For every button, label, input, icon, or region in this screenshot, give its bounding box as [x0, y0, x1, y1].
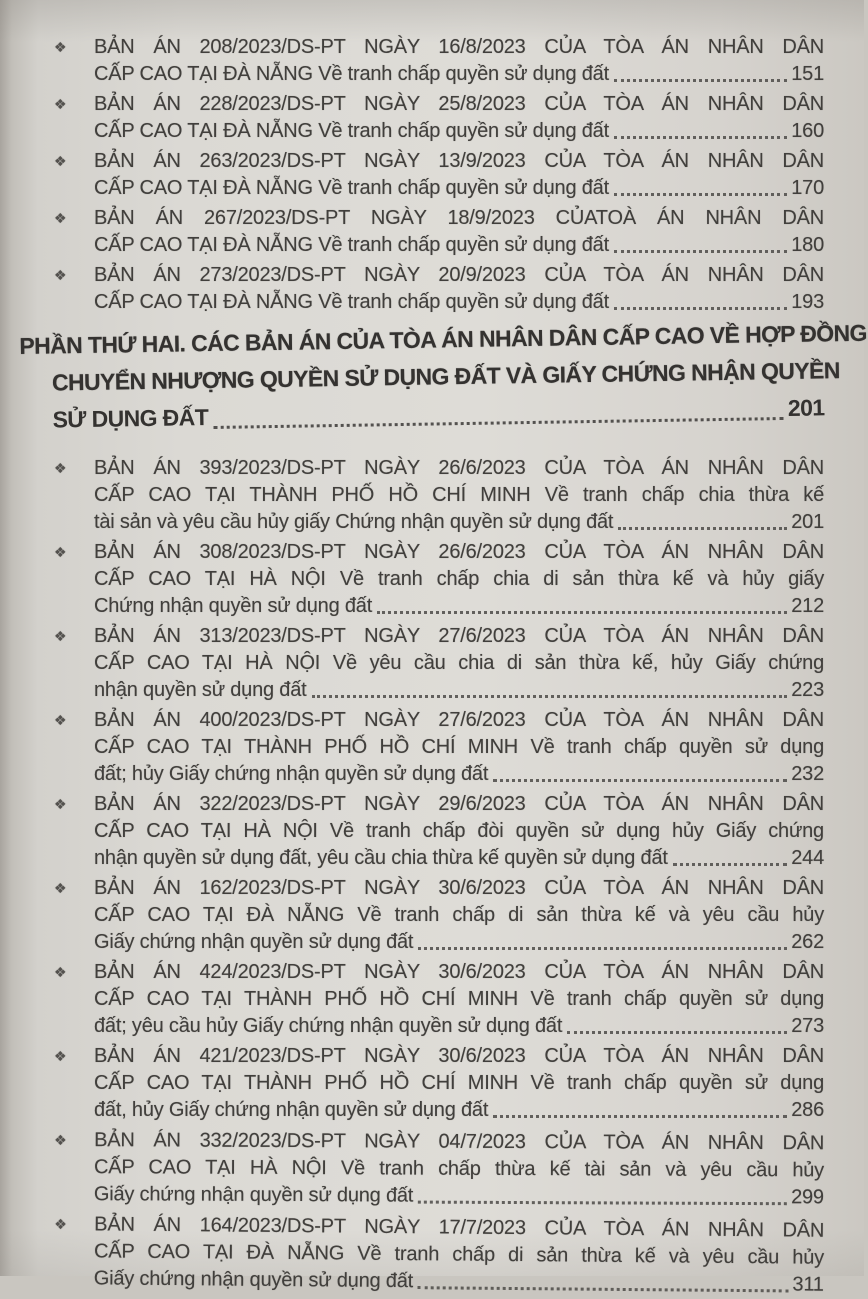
- diamond-bullet-icon: ❖: [54, 880, 67, 896]
- entry-last-line: [94, 761, 824, 788]
- toc-entry: [54, 791, 824, 872]
- entry-line: CẤP CAO TẠI ĐÀ NẴNG Về tranh chấp quyền sử dụng đất: [94, 291, 609, 313]
- entry-line: CẤP CAO TẠI THÀNH PHỐ HỒ CHÍ MINH Về tranh chấp chia thừa kế: [94, 484, 824, 506]
- entry-line: BẢN ÁN 322/2023/DS-PT NGÀY 29/6/2023 CỦA TÒA ÁN NHÂN DÂN: [94, 793, 824, 815]
- dot-leader: [614, 136, 787, 139]
- toc-entry: [54, 91, 824, 145]
- entry-line: BẢN ÁN 424/2023/DS-PT NGÀY 30/6/2023 CỦA TÒA ÁN NHÂN DÂN: [94, 961, 824, 983]
- heading-line: PHẦN THỨ HAI. CÁC BẢN ÁN CỦA TÒA ÁN NHÂN DÂN CẤP CAO VỀ HỢP ĐỒNG: [19, 319, 868, 360]
- entry-line: BẢN ÁN 308/2023/DS-PT NGÀY 26/6/2023 CỦA TÒA ÁN NHÂN DÂN: [94, 541, 824, 563]
- entry-line: BẢN ÁN 273/2023/DS-PT NGÀY 20/9/2023 CỦA TÒA ÁN NHÂN DÂN: [94, 264, 824, 286]
- entry-line: BẢN ÁN 164/2023/DS-PT NGÀY 17/7/2023 CỦA TÒA ÁN NHÂN DÂN: [94, 1213, 825, 1242]
- entry-line: Chứng nhận quyền sử dụng đất: [94, 595, 373, 617]
- entry-line: BẢN ÁN 208/2023/DS-PT NGÀY 16/8/2023 CỦA TÒA ÁN NHÂN DÂN: [94, 36, 824, 58]
- dot-leader: [567, 1031, 787, 1034]
- page-number: 193: [791, 291, 824, 313]
- toc-entry: [54, 1211, 825, 1299]
- diamond-bullet-icon: ❖: [54, 544, 67, 560]
- entry-line: BẢN ÁN 332/2023/DS-PT NGÀY 04/7/2023 CỦA TÒA ÁN NHÂN DÂN: [94, 1129, 825, 1155]
- toc-entry: [54, 539, 824, 620]
- toc-entry: [54, 959, 824, 1040]
- entry-line: CẤP CAO TẠI HÀ NỘI Về tranh chấp đòi quyền sử dụng hủy Giấy chứng: [94, 820, 824, 842]
- entry-line: Giấy chứng nhận quyền sử dụng đất: [94, 931, 414, 953]
- entry-line: nhận quyền sử dụng đất: [94, 679, 307, 701]
- dot-leader: [418, 1286, 788, 1292]
- page-number: 160: [791, 120, 824, 142]
- entry-line: Giấy chứng nhận quyền sử dụng đất: [93, 1183, 414, 1207]
- entry-line: CẤP CAO TẠI ĐÀ NẴNG Về tranh chấp di sản thừa kế và yêu cầu hủy: [93, 1240, 825, 1269]
- entry-last-line: [94, 593, 824, 620]
- entry-line: CẤP CAO TẠI HÀ NỘI Về tranh chấp chia di sản thừa kế và hủy giấy: [94, 568, 824, 590]
- dot-leader: [618, 527, 787, 530]
- toc-entry: [54, 148, 824, 202]
- entry-line: CẤP CAO TẠI ĐÀ NẴNG Về tranh chấp quyền sử dụng đất: [94, 177, 609, 199]
- entry-line: CẤP CAO TẠI ĐÀ NẴNG Về tranh chấp quyền sử dụng đất: [94, 63, 609, 85]
- entry-line: CẤP CAO TẠI HÀ NỘI Về tranh chấp thừa kế tài sản và yêu cầu hủy: [93, 1156, 825, 1182]
- diamond-bullet-icon: ❖: [54, 39, 67, 55]
- entry-line: đất, hủy Giấy chứng nhận quyền sử dụng đất: [94, 1099, 489, 1121]
- entry-line: CẤP CAO TẠI ĐÀ NẴNG Về tranh chấp quyền sử dụng đất: [94, 120, 609, 142]
- page-number: 273: [791, 1015, 824, 1037]
- page-number: 286: [791, 1099, 824, 1121]
- entry-line: CẤP CAO TẠI HÀ NỘI Về yêu cầu chia di sản thừa kế, hủy Giấy chứng: [94, 652, 824, 674]
- page-number: 170: [791, 177, 824, 199]
- entry-last-line: [94, 61, 824, 88]
- page-number: 180: [791, 234, 824, 256]
- dot-leader: [673, 863, 787, 866]
- toc-entry: [54, 623, 824, 704]
- diamond-bullet-icon: ❖: [54, 460, 67, 476]
- entry-line: tài sản và yêu cầu hủy giấy Chứng nhận quyền sử dụng đất: [94, 511, 614, 533]
- toc-entry: [54, 205, 824, 259]
- entry-line: CẤP CAO TẠI ĐÀ NẴNG Về tranh chấp di sản thừa kế và yêu cầu hủy: [94, 904, 824, 926]
- diamond-bullet-icon: ❖: [54, 1048, 67, 1064]
- page-number: 201: [791, 511, 824, 533]
- entry-line: đất; hủy Giấy chứng nhận quyền sử dụng đất: [94, 763, 489, 785]
- diamond-bullet-icon: ❖: [54, 1132, 67, 1149]
- entry-last-line: [94, 1013, 824, 1040]
- page-number: 311: [792, 1273, 824, 1296]
- heading-line: SỬ DỤNG ĐẤT: [52, 404, 209, 433]
- entry-last-line: [94, 1181, 824, 1211]
- page-number: 232: [791, 763, 824, 785]
- page-number: 212: [791, 595, 824, 617]
- toc-entry: [54, 707, 824, 788]
- toc-entry: [54, 1127, 824, 1211]
- dot-leader: [614, 193, 787, 196]
- toc-entry: [54, 262, 824, 316]
- dot-leader: [614, 307, 787, 310]
- diamond-bullet-icon: ❖: [54, 796, 67, 812]
- toc-entry: [54, 34, 824, 88]
- entry-last-line: [94, 929, 824, 956]
- diamond-bullet-icon: ❖: [54, 267, 67, 283]
- diamond-bullet-icon: ❖: [54, 1216, 67, 1233]
- diamond-bullet-icon: ❖: [54, 712, 67, 728]
- heading-line: CHUYỂN NHƯỢNG QUYỀN SỬ DỤNG ĐẤT VÀ GIẤY CHỨNG NHẬN QUYỀN: [51, 357, 840, 396]
- dot-leader: [493, 1115, 787, 1118]
- entry-line: CẤP CAO TẠI THÀNH PHỐ HỒ CHÍ MINH Về tranh chấp quyền sử dụng: [94, 1072, 824, 1094]
- entry-last-line: [94, 118, 824, 145]
- entry-line: BẢN ÁN 162/2023/DS-PT NGÀY 30/6/2023 CỦA TÒA ÁN NHÂN DÂN: [94, 877, 824, 899]
- dot-leader: [614, 250, 787, 253]
- dot-leader: [418, 1201, 787, 1206]
- dot-leader: [493, 779, 787, 782]
- toc-entry: [54, 875, 824, 956]
- page-number: 151: [791, 63, 824, 85]
- entry-line: BẢN ÁN 421/2023/DS-PT NGÀY 30/6/2023 CỦA TÒA ÁN NHÂN DÂN: [94, 1045, 824, 1067]
- entry-last-line: [94, 289, 824, 316]
- section-heading: [19, 315, 868, 439]
- page-number: 244: [791, 847, 824, 869]
- entry-line: nhận quyền sử dụng đất, yêu cầu chia thừa kế quyền sử dụng đất: [94, 847, 668, 869]
- entry-line: BẢN ÁN 313/2023/DS-PT NGÀY 27/6/2023 CỦA TÒA ÁN NHÂN DÂN: [94, 625, 824, 647]
- entry-last-line: [94, 509, 824, 536]
- diamond-bullet-icon: ❖: [54, 153, 67, 169]
- entry-last-line: [94, 232, 824, 259]
- entry-line: CẤP CAO TẠI ĐÀ NẴNG Về tranh chấp quyền sử dụng đất: [94, 234, 609, 256]
- entry-line: BẢN ÁN 400/2023/DS-PT NGÀY 27/6/2023 CỦA TÒA ÁN NHÂN DÂN: [94, 709, 824, 731]
- entry-line: BẢN ÁN 263/2023/DS-PT NGÀY 13/9/2023 CỦA TÒA ÁN NHÂN DÂN: [94, 150, 824, 172]
- diamond-bullet-icon: ❖: [54, 210, 67, 226]
- entry-last-line: [94, 677, 824, 704]
- toc-entry: [54, 455, 824, 536]
- diamond-bullet-icon: ❖: [54, 628, 67, 644]
- entry-line: CẤP CAO TẠI THÀNH PHỐ HỒ CHÍ MINH Về tranh chấp quyền sử dụng: [94, 736, 824, 758]
- page-number: 299: [791, 1186, 824, 1209]
- entry-line: BẢN ÁN 267/2023/DS-PT NGÀY 18/9/2023 CỦATOÀ ÁN NHÂN DÂN: [94, 207, 824, 229]
- entry-line: BẢN ÁN 228/2023/DS-PT NGÀY 25/8/2023 CỦA TÒA ÁN NHÂN DÂN: [94, 93, 824, 115]
- entry-last-line: [94, 175, 824, 202]
- entry-line: Giấy chứng nhận quyền sử dụng đất: [93, 1267, 414, 1293]
- dot-leader: [377, 611, 787, 614]
- page-number: 262: [791, 931, 824, 953]
- dot-leader: [418, 947, 787, 950]
- dot-leader: [614, 79, 787, 82]
- diamond-bullet-icon: ❖: [54, 96, 67, 112]
- entry-last-line: [94, 845, 824, 872]
- entry-last-line: [94, 1097, 824, 1124]
- page-number: 223: [791, 679, 824, 701]
- dot-leader: [312, 695, 788, 698]
- entry-line: đất; yêu cầu hủy Giấy chứng nhận quyền sử dụng đất: [94, 1015, 563, 1037]
- toc-entry: [54, 1043, 824, 1124]
- diamond-bullet-icon: ❖: [54, 964, 67, 980]
- dot-leader: [213, 417, 784, 429]
- entry-line: BẢN ÁN 393/2023/DS-PT NGÀY 26/6/2023 CỦA TÒA ÁN NHÂN DÂN: [94, 457, 824, 479]
- entry-line: CẤP CAO TẠI THÀNH PHỐ HỒ CHÍ MINH Về tranh chấp quyền sử dụng: [94, 988, 824, 1010]
- page-number: 201: [787, 394, 825, 421]
